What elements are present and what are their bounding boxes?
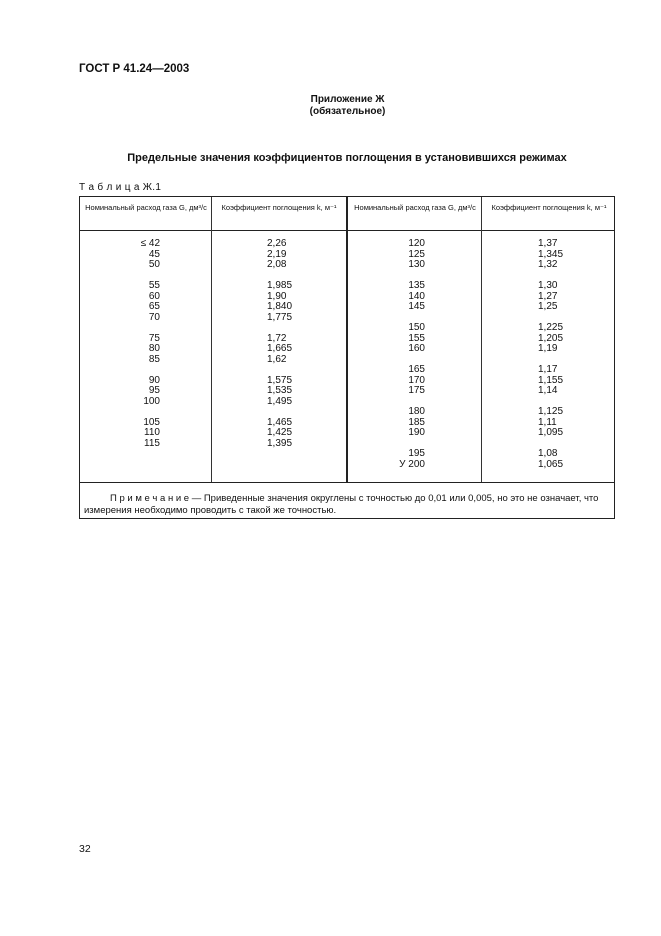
header-flow-left: Номинальный расход газа G, дм³/с bbox=[85, 203, 207, 212]
flow-cell: У 200 bbox=[399, 458, 425, 470]
coef-cell bbox=[267, 407, 292, 418]
flow-cell: 80 bbox=[148, 343, 160, 354]
coef-cell bbox=[267, 323, 292, 334]
column-flow-left bbox=[110, 239, 160, 449]
coef-cell: 1,11 bbox=[538, 416, 557, 428]
coef-cell: 1,345 bbox=[538, 248, 564, 260]
flow-cell bbox=[110, 323, 160, 334]
column-coef-right bbox=[538, 239, 563, 470]
coef-cell: 2,26 bbox=[267, 238, 287, 249]
column-divider-thick bbox=[346, 197, 348, 482]
flow-cell: 90 bbox=[148, 374, 160, 386]
appendix-title: Приложение Ж bbox=[310, 94, 385, 105]
coef-cell: 1,19 bbox=[538, 343, 558, 354]
header-coef-right: Коэффициент поглощения k, м⁻¹ bbox=[491, 203, 607, 212]
coef-cell: 1,32 bbox=[538, 259, 558, 270]
flow-cell: 130 bbox=[408, 259, 425, 270]
flow-cell: 60 bbox=[148, 290, 160, 302]
column-flow-right bbox=[380, 239, 425, 470]
appendix-subtitle: (обязательное) bbox=[309, 106, 386, 117]
coef-cell: 1,62 bbox=[267, 353, 287, 365]
flow-cell: 175 bbox=[408, 385, 425, 396]
coef-cell: 1,125 bbox=[538, 406, 564, 417]
coef-cell: 1,37 bbox=[538, 238, 558, 249]
coef-cell bbox=[267, 365, 292, 376]
flow-cell: 75 bbox=[148, 332, 160, 344]
flow-cell: 145 bbox=[408, 301, 425, 312]
absorption-table bbox=[79, 196, 615, 519]
flow-cell: 140 bbox=[408, 290, 425, 302]
table-label: Т а б л и ц а Ж.1 bbox=[79, 182, 162, 193]
coef-cell: 1,72 bbox=[267, 332, 287, 344]
flow-cell: 85 bbox=[148, 353, 160, 365]
coef-cell: 1,08 bbox=[538, 448, 558, 459]
flow-cell: 185 bbox=[408, 416, 425, 428]
flow-cell: 160 bbox=[408, 343, 425, 354]
coef-cell: 1,425 bbox=[267, 427, 293, 438]
flow-cell: 115 bbox=[144, 437, 160, 449]
coef-cell: 1,985 bbox=[267, 280, 293, 291]
flow-cell: 195 bbox=[408, 448, 425, 459]
coef-cell: 1,395 bbox=[267, 437, 293, 449]
coef-cell: 1,27 bbox=[538, 290, 558, 302]
column-coef-left bbox=[267, 239, 292, 449]
flow-cell: 45 bbox=[148, 248, 160, 260]
flow-cell bbox=[110, 365, 160, 376]
coef-cell: 1,775 bbox=[267, 311, 293, 323]
coef-cell: 1,25 bbox=[538, 301, 558, 312]
flow-cell: 125 bbox=[408, 248, 425, 260]
flow-cell: 170 bbox=[408, 374, 425, 386]
flow-cell: 120 bbox=[408, 238, 425, 249]
flow-cell: 135 bbox=[408, 280, 425, 291]
header-flow-right: Номинальный расход газа G, дм³/с bbox=[354, 203, 476, 212]
coef-cell: 1,575 bbox=[267, 374, 293, 386]
coef-cell: 1,17 bbox=[538, 364, 558, 375]
section-title: Предельные значения коэффициентов поглощения в установившихся режимах bbox=[127, 152, 567, 164]
coef-cell: 1,495 bbox=[267, 395, 293, 407]
flow-cell: 110 bbox=[144, 427, 160, 438]
coef-cell: 1,30 bbox=[538, 280, 558, 291]
coef-cell: 1,155 bbox=[538, 374, 564, 386]
appendix-heading bbox=[0, 94, 661, 118]
flow-cell: 180 bbox=[408, 406, 425, 417]
page-number: 32 bbox=[79, 843, 91, 855]
flow-cell: 70 bbox=[148, 311, 160, 323]
note-divider bbox=[80, 482, 614, 483]
coef-cell: 1,225 bbox=[538, 322, 564, 333]
column-divider bbox=[211, 197, 212, 482]
header-coef-left: Коэффициент поглощения k, м⁻¹ bbox=[221, 203, 337, 212]
coef-cell: 2,08 bbox=[267, 259, 287, 270]
column-divider bbox=[481, 197, 482, 482]
flow-cell: 165 bbox=[408, 364, 425, 375]
flow-cell: ≤ 42 bbox=[140, 238, 160, 249]
flow-cell: 190 bbox=[408, 427, 425, 438]
coef-cell: 2,19 bbox=[267, 248, 287, 260]
flow-cell: 105 bbox=[143, 416, 160, 428]
flow-cell: 95 bbox=[148, 385, 160, 396]
flow-cell: 100 bbox=[143, 395, 160, 407]
coef-cell: 1,535 bbox=[267, 385, 293, 396]
flow-cell bbox=[110, 407, 160, 418]
table-note: П р и м е ч а н и е — Приведенные значения округлены с точностью до 0,01 или 0,005, но это не означает, что измерения необходимо проводить с такой же точностью. bbox=[84, 493, 599, 516]
flow-cell: 55 bbox=[148, 280, 160, 291]
coef-cell: 1,465 bbox=[267, 416, 293, 428]
flow-cell: 65 bbox=[148, 301, 160, 312]
coef-cell: 1,14 bbox=[538, 385, 558, 396]
coef-cell: 1,90 bbox=[267, 290, 287, 302]
coef-cell: 1,665 bbox=[267, 343, 293, 354]
coef-cell: 1,205 bbox=[538, 332, 564, 344]
flow-cell: 50 bbox=[148, 259, 160, 270]
standard-designation: ГОСТ Р 41.24—2003 bbox=[79, 63, 190, 75]
flow-cell: 150 bbox=[408, 322, 425, 333]
flow-cell: 155 bbox=[408, 332, 425, 344]
coef-cell: 1,065 bbox=[538, 458, 564, 470]
coef-cell: 1,095 bbox=[538, 427, 564, 438]
coef-cell: 1,840 bbox=[267, 301, 293, 312]
